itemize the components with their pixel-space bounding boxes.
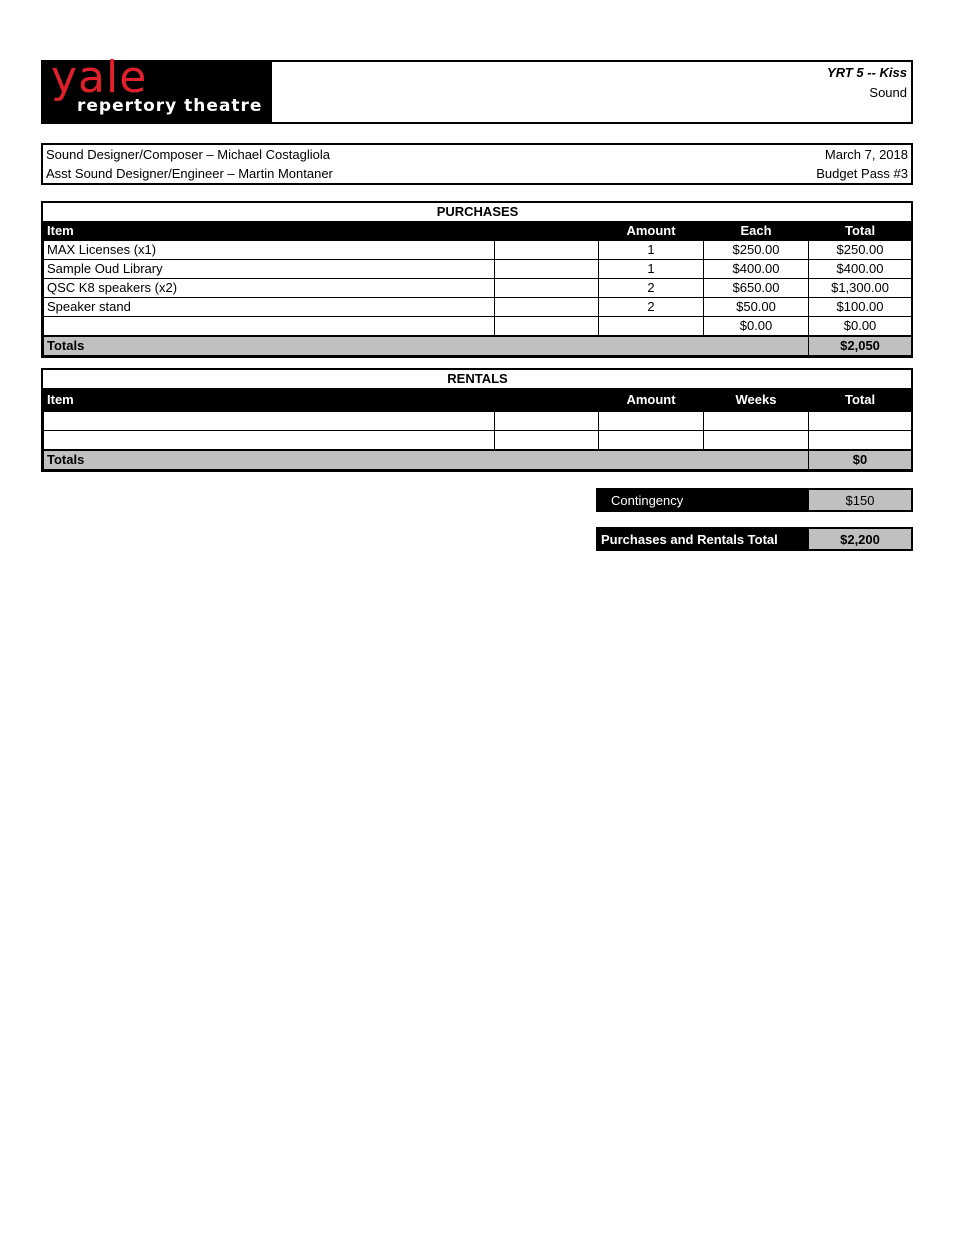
col-total: Total — [809, 222, 912, 241]
col-item: Item — [44, 222, 599, 241]
contingency-value: $150 — [808, 490, 911, 510]
table-row — [44, 431, 912, 451]
rentals-totals-row — [44, 450, 912, 470]
grand-total-value: $2,200 — [808, 529, 911, 549]
row-spacer — [495, 298, 599, 317]
staff-box — [41, 143, 913, 185]
header-box — [41, 52, 913, 124]
row-amount — [599, 317, 704, 337]
table-row — [44, 298, 912, 317]
row-total: $400.00 — [809, 260, 912, 279]
row-amount — [599, 412, 704, 431]
department-label: Sound — [869, 85, 907, 100]
row-total — [809, 412, 912, 431]
production-title: YRT 5 -- Kiss — [827, 65, 907, 80]
col-each: Each — [704, 222, 809, 241]
row-spacer — [495, 241, 599, 260]
purchases-header-row — [44, 222, 912, 241]
contingency-box — [596, 488, 913, 512]
logo-repertory-text: repertory theatre — [77, 96, 263, 116]
row-amount: 1 — [599, 241, 704, 260]
purchases-total-value: $2,050 — [809, 336, 912, 356]
purchases-table — [41, 201, 913, 358]
contingency-label: Contingency — [598, 490, 808, 510]
sound-designer: Sound Designer/Composer – Michael Costagliola — [46, 147, 330, 162]
row-amount: 1 — [599, 260, 704, 279]
budget-date: March 7, 2018 — [824, 147, 908, 162]
row-each: $400.00 — [704, 260, 809, 279]
row-total: $0.00 — [809, 317, 912, 337]
col-amount: Amount — [599, 389, 704, 412]
table-row — [44, 260, 912, 279]
rentals-table — [41, 368, 913, 472]
totals-label: Totals — [44, 336, 809, 356]
row-each: $50.00 — [704, 298, 809, 317]
row-amount — [599, 431, 704, 451]
row-spacer — [495, 260, 599, 279]
row-item: QSC K8 speakers (x2) — [44, 279, 495, 298]
col-amount: Amount — [599, 222, 704, 241]
assistant-designer: Asst Sound Designer/Engineer – Martin Montaner — [46, 166, 333, 181]
row-amount: 2 — [599, 298, 704, 317]
row-item — [44, 431, 495, 451]
row-spacer — [495, 279, 599, 298]
row-item — [44, 412, 495, 431]
row-total: $1,300.00 — [809, 279, 912, 298]
row-item — [44, 317, 495, 337]
row-spacer — [495, 431, 599, 451]
budget-pass: Budget Pass #3 — [816, 166, 908, 181]
logo-yale-text: yale — [51, 52, 148, 103]
grand-total-box — [596, 527, 913, 551]
table-row — [44, 317, 912, 337]
row-weeks — [704, 431, 809, 451]
col-item: Item — [44, 389, 599, 412]
table-row — [44, 412, 912, 431]
grand-total-label: Purchases and Rentals Total — [598, 529, 808, 549]
row-item: Speaker stand — [44, 298, 495, 317]
row-each: $650.00 — [704, 279, 809, 298]
row-spacer — [495, 412, 599, 431]
row-each: $0.00 — [704, 317, 809, 337]
rentals-title: RENTALS — [44, 370, 912, 389]
row-amount: 2 — [599, 279, 704, 298]
row-total: $250.00 — [809, 241, 912, 260]
rentals-header-row — [44, 389, 912, 412]
row-weeks — [704, 412, 809, 431]
row-total — [809, 431, 912, 451]
row-total: $100.00 — [809, 298, 912, 317]
col-total: Total — [809, 389, 912, 412]
purchases-totals-row — [44, 336, 912, 356]
row-item: Sample Oud Library — [44, 260, 495, 279]
yale-rep-logo — [43, 52, 272, 122]
purchases-title: PURCHASES — [44, 203, 912, 222]
totals-label: Totals — [44, 450, 809, 470]
rentals-total-value: $0 — [809, 450, 912, 470]
row-each: $250.00 — [704, 241, 809, 260]
table-row — [44, 241, 912, 260]
row-spacer — [495, 317, 599, 337]
col-weeks: Weeks — [704, 389, 809, 412]
row-item: MAX Licenses (x1) — [44, 241, 495, 260]
table-row — [44, 279, 912, 298]
